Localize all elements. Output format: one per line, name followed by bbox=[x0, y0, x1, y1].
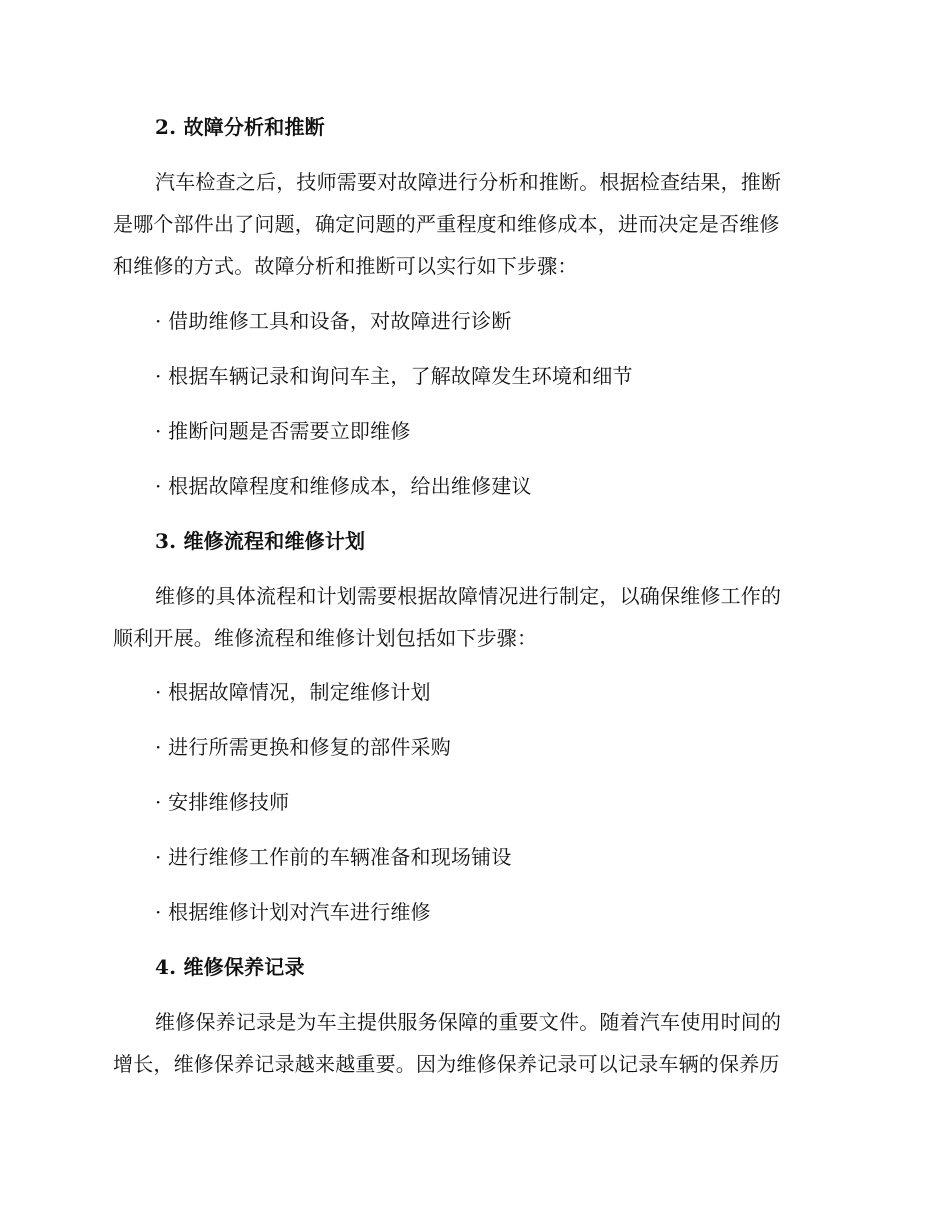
section-3-bullet-5: · 根据维修计划对汽车进行维修 bbox=[155, 900, 431, 924]
section-2-paragraph-line-2: 是哪个部件出了问题，确定问题的严重程度和维修成本，进而决定是否维修 bbox=[113, 212, 780, 236]
section-4-paragraph-line-1: 维修保养记录是为车主提供服务保障的重要文件。随着汽车使用时间的 bbox=[155, 1010, 782, 1034]
section-3-paragraph-line-1: 维修的具体流程和计划需要根据故障情况进行制定，以确保维修工作的 bbox=[155, 584, 782, 608]
section-2-paragraph-line-3: 和维修的方式。故障分析和推断可以实行如下步骤： bbox=[113, 254, 578, 278]
section-2-bullet-4: · 根据故障程度和维修成本，给出维修建议 bbox=[155, 474, 532, 498]
section-heading-2: 2. 故障分析和推断 bbox=[155, 115, 325, 139]
section-2-bullet-1: · 借助维修工具和设备，对故障进行诊断 bbox=[155, 309, 512, 333]
section-2-bullet-3: · 推断问题是否需要立即维修 bbox=[155, 419, 411, 443]
section-3-bullet-1: · 根据故障情况，制定维修计划 bbox=[155, 680, 431, 704]
section-3-bullet-4: · 进行维修工作前的车辆准备和现场铺设 bbox=[155, 845, 512, 869]
section-4-paragraph-line-2: 增长，维修保养记录越来越重要。因为维修保养记录可以记录车辆的保养历 bbox=[113, 1052, 780, 1076]
section-3-bullet-3: · 安排维修技师 bbox=[155, 790, 290, 814]
section-2-paragraph-line-1: 汽车检查之后，技师需要对故障进行分析和推断。根据检查结果，推断 bbox=[155, 170, 782, 194]
section-heading-3: 3. 维修流程和维修计划 bbox=[155, 529, 366, 553]
section-3-paragraph-line-2: 顺利开展。维修流程和维修计划包括如下步骤： bbox=[113, 626, 538, 650]
section-3-bullet-2: · 进行所需更换和修复的部件采购 bbox=[155, 735, 451, 759]
section-heading-4: 4. 维修保养记录 bbox=[155, 955, 305, 979]
section-2-bullet-2: · 根据车辆记录和询问车主，了解故障发生环境和细节 bbox=[155, 364, 633, 388]
